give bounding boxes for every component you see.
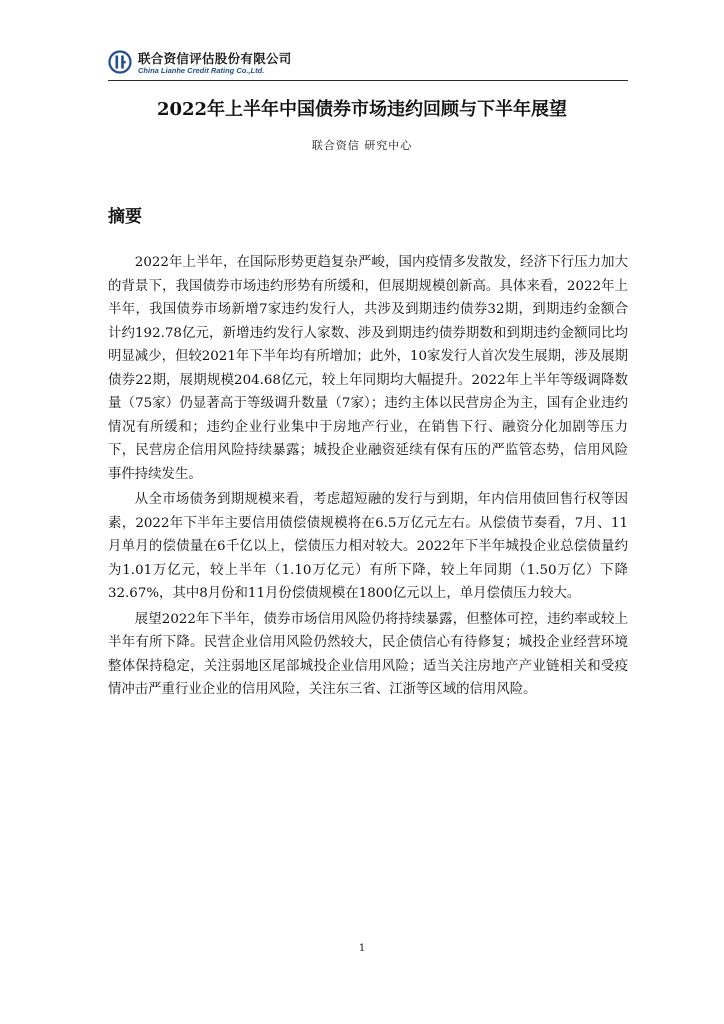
document-title: 2022年上半年中国债券市场违约回顾与下半年展望 [156, 99, 568, 120]
page-number: 1 [358, 943, 366, 954]
header-divider [108, 80, 628, 81]
abstract-body [108, 251, 628, 704]
abstract-paragraph: 2022年上半年，在国际形势更趋复杂严峻，国内疫情多发散发，经济下行压力加大的背景下，我国债券市场违约形势有所缓和，但展期规模创新高。具体来看，2022年上半年，我国债券市场新增7家违约发行人，共涉及到期违约债券32期，到期违约金额合计约192.78亿元，新增违约发行人家数、涉及到期违约债券期数和到期违约金额同比均明显减少，但较2021年下半年均有所增加；此外，10家发行人首次发生展期，涉及展期债券22期，展期规模204.68亿元，较上年同期均大幅提升。2022年上半年等级调降数量（75家）仍显著高于等级调升数量（7家）；违约主体以民营房企为主，国有企业违约情况有所缓和；违约企业行业集中于房地产行业，在销售下行、融资分化加剧等压力下，民营房企信用风险持续暴露；城投企业融资延续有保有压的严监管态势，信用风险事件持续发生。 [108, 255, 628, 482]
section-title-abstract: 摘要 [108, 207, 142, 227]
page-header [108, 48, 628, 82]
company-name-en: China Lianhe Credit Rating Co.,Ltd. [138, 66, 265, 75]
company-logo-icon [108, 50, 132, 74]
abstract-paragraph: 展望2022年下半年，债券市场信用风险仍将持续暴露，但整体可控，违约率或较上半年有所下降。民营企业信用风险仍然较大，民企债信心有待修复；城投企业经营环境整体保持稳定，关注弱地区尾部城投企业信用风险；适当关注房地产产业链相关和受疫情冲击严重行业企业的信用风险，关注东三省、江浙等区域的信用风险。 [108, 611, 628, 697]
document-subtitle: 联合资信 研究中心 [311, 139, 413, 152]
abstract-paragraph: 从全市场债务到期规模来看，考虑超短融的发行与到期，年内信用债回售行权等因素，2022年下半年主要信用债偿债规模将在6.5万亿元左右。从偿债节奏看，7月、11月单月的偿债量在6千亿以上，偿债压力相对较大。2022年下半年城投企业总偿债量约为1.01万亿元，较上半年（1.10万亿元）有所下降，较上年同期（1.50万亿）下降32.67%，其中8月份和11月份偿债规模在1800亿元以上，单月偿债压力较大。 [108, 492, 628, 601]
company-name-cn: 联合资信评估股份有限公司 [138, 51, 292, 66]
